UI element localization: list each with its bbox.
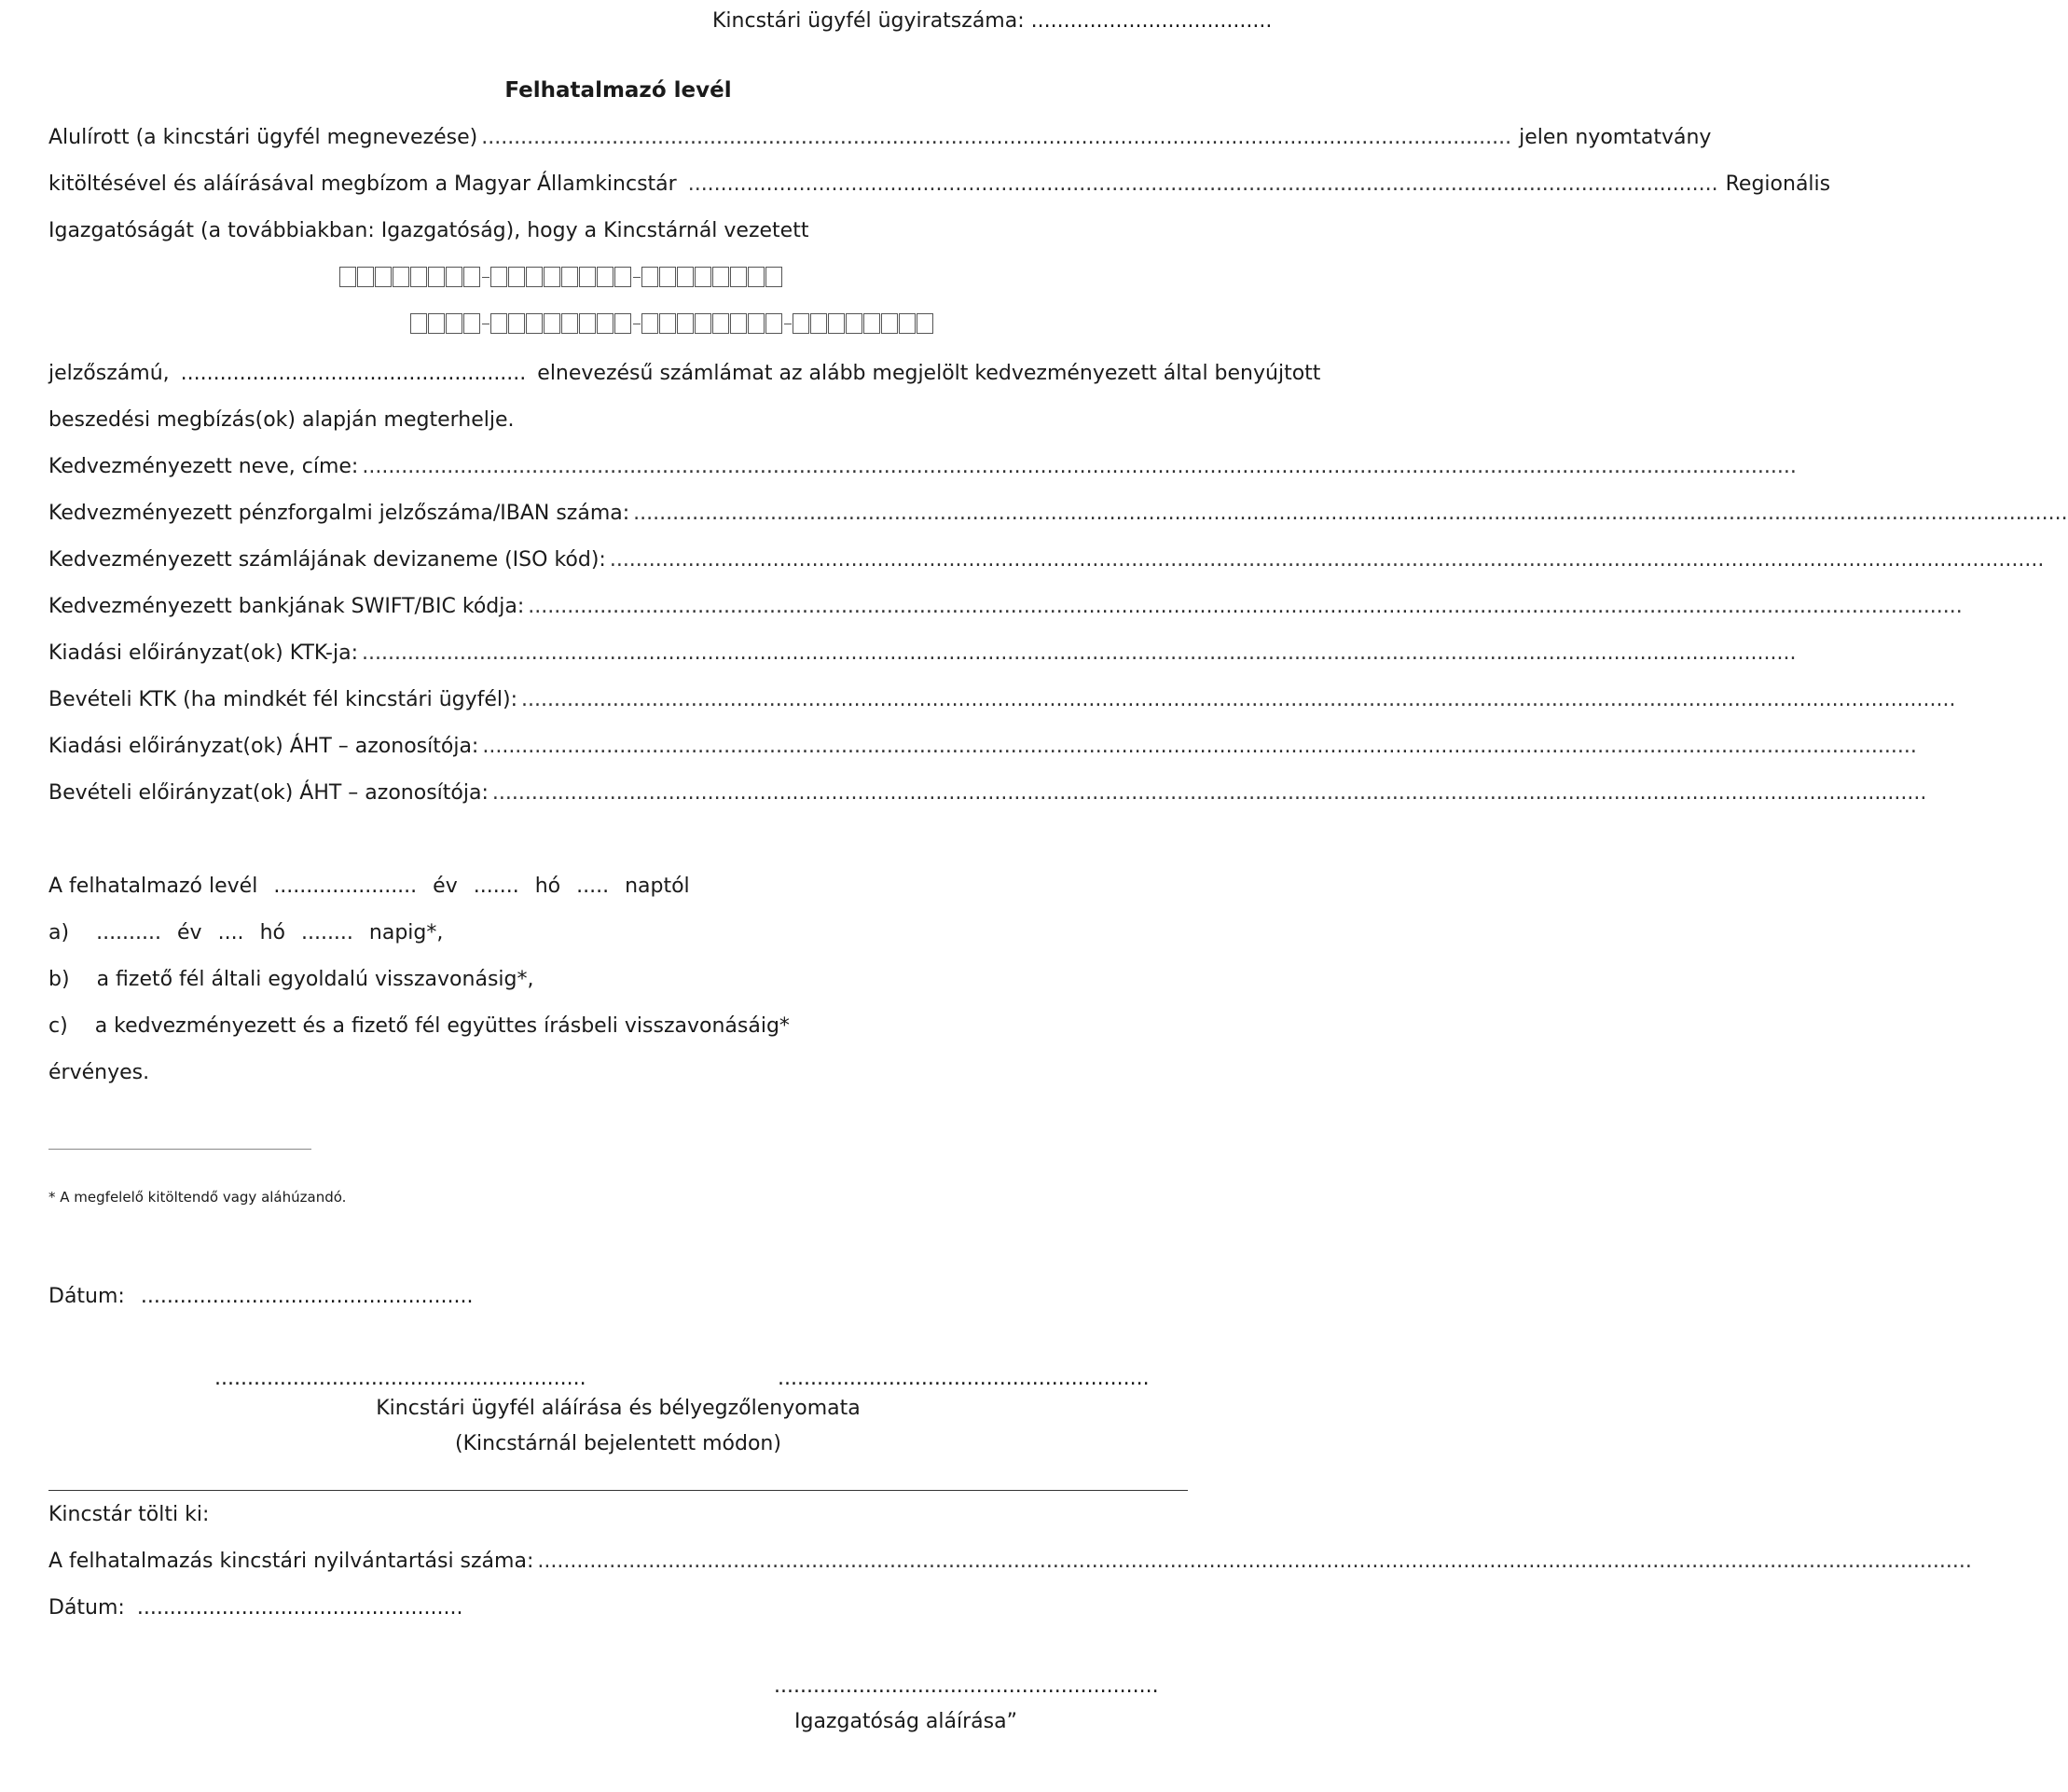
account-digit-box[interactable] bbox=[846, 313, 862, 334]
field-label: Kiadási előirányzat(ok) ÁHT – azonosítója: bbox=[48, 735, 479, 758]
account-digit-box[interactable] bbox=[463, 267, 480, 287]
account-digit-box[interactable] bbox=[579, 267, 596, 287]
account-digit-box[interactable] bbox=[917, 313, 933, 334]
field-label: Bevételi előirányzat(ok) ÁHT – azonosítója: bbox=[48, 781, 489, 805]
account-digit-box[interactable] bbox=[561, 313, 578, 334]
intro-line-2-end: Regionális bbox=[1725, 172, 1831, 196]
account-number-boxes-row-2[interactable] bbox=[410, 311, 934, 334]
option-a-year-label: év bbox=[177, 921, 202, 944]
directorate-signature-dots[interactable]: ........................................................... bbox=[774, 1675, 1159, 1698]
validity-lead-text: A felhatalmazó levél bbox=[48, 875, 258, 898]
option-a-day-dots[interactable]: ........ bbox=[300, 921, 353, 944]
treasury-heading: Kincstár tölti ki: bbox=[48, 1503, 210, 1526]
option-b-label: b) bbox=[48, 968, 70, 991]
account-digit-box[interactable] bbox=[410, 267, 427, 287]
option-a-until-label: napig*, bbox=[368, 921, 444, 944]
account-digit-box[interactable] bbox=[659, 267, 676, 287]
option-b-text: a fizető fél általi egyoldalú visszavonásig*, bbox=[96, 968, 534, 991]
option-c-label: c) bbox=[48, 1014, 68, 1038]
field-revenue-aht bbox=[48, 781, 1927, 805]
option-a-year-dots[interactable]: .......... bbox=[96, 921, 162, 944]
option-c-text: a kedvezményezett és a fizető fél együttes írásbeli visszavonásáig* bbox=[94, 1014, 790, 1038]
option-a-month-label: hó bbox=[259, 921, 285, 944]
intro-line-2 bbox=[48, 172, 1831, 196]
option-a-label: a) bbox=[48, 921, 70, 944]
intro-line-1 bbox=[48, 126, 1712, 149]
account-digit-box[interactable] bbox=[526, 313, 543, 334]
field-dots[interactable]: ............................................................................................................................................................................................................................ bbox=[633, 502, 2068, 525]
signature-caption-2: (Kincstárnál bejelentett módon) bbox=[455, 1432, 781, 1455]
account-digit-box[interactable] bbox=[526, 267, 543, 287]
treasury-date-label: Dátum: bbox=[48, 1596, 125, 1620]
field-label: Kiadási előirányzat(ok) KTK-ja: bbox=[48, 641, 358, 665]
field-dots[interactable]: ............................................................................................................................................................................................................................ bbox=[491, 781, 1927, 805]
account-digit-box[interactable] bbox=[614, 313, 631, 334]
intro-line-2-start: kitöltésével és aláírásával megbízom a Magyar Államkincstár bbox=[48, 172, 677, 196]
validity-month-label: hó bbox=[534, 875, 561, 898]
directorate-signature-caption: Igazgatóság aláírása” bbox=[794, 1710, 1017, 1733]
field-dots[interactable]: ............................................................................................................................................................................................................................ bbox=[362, 455, 1797, 478]
account-digit-box[interactable] bbox=[677, 313, 694, 334]
validity-option-c bbox=[48, 1014, 790, 1038]
field-beneficiary-iban bbox=[48, 502, 2068, 525]
signature-dots-left[interactable]: ......................................................... bbox=[214, 1367, 586, 1390]
account-digit-box[interactable] bbox=[544, 313, 560, 334]
field-label: Bevételi KTK (ha mindkét fél kincstári ügyfél): bbox=[48, 688, 518, 711]
intro-line-5: beszedési megbízás(ok) alapján megterhelje. bbox=[48, 408, 515, 432]
account-digit-box[interactable] bbox=[810, 313, 827, 334]
validity-month-dots[interactable]: ....... bbox=[473, 875, 519, 898]
validity-year-label: év bbox=[433, 875, 458, 898]
field-expense-ktk bbox=[48, 641, 1797, 665]
account-digit-box[interactable] bbox=[339, 267, 356, 287]
directorate-dots: .............................................................................................................................................................. bbox=[687, 172, 1718, 196]
validity-option-b bbox=[48, 968, 533, 991]
treasury-date-dots[interactable]: .................................................. bbox=[136, 1596, 463, 1620]
signature-dots-right[interactable]: ......................................................... bbox=[778, 1367, 1150, 1390]
account-digit-box[interactable] bbox=[357, 267, 374, 287]
account-digit-box[interactable] bbox=[712, 313, 729, 334]
account-digit-box[interactable] bbox=[748, 313, 765, 334]
account-digit-box[interactable] bbox=[446, 267, 462, 287]
field-beneficiary-swift bbox=[48, 595, 1963, 618]
field-label: Kedvezményezett bankjának SWIFT/BIC kódja: bbox=[48, 595, 525, 618]
field-dots[interactable]: ............................................................................................................................................................................................................................ bbox=[609, 548, 2045, 572]
account-digit-box[interactable] bbox=[508, 313, 525, 334]
account-digit-box[interactable] bbox=[730, 267, 747, 287]
account-digit-box[interactable] bbox=[490, 267, 507, 287]
option-a-month-dots[interactable]: .... bbox=[217, 921, 244, 944]
field-dots[interactable]: ............................................................................................................................................................................................................................ bbox=[528, 595, 1963, 618]
field-revenue-ktk bbox=[48, 688, 1956, 711]
account-digit-box[interactable] bbox=[463, 313, 480, 334]
account-group-separator bbox=[482, 277, 489, 278]
account-digit-box[interactable] bbox=[410, 313, 427, 334]
intro-line-3: Igazgatóságát (a továbbiakban: Igazgatóság), hogy a Kincstárnál vezetett bbox=[48, 219, 809, 242]
account-digit-box[interactable] bbox=[579, 313, 596, 334]
account-digit-box[interactable] bbox=[393, 267, 409, 287]
intro-line-1-start: Alulírott (a kincstári ügyfél megnevezése) bbox=[48, 126, 478, 149]
validity-day-dots[interactable]: ..... bbox=[576, 875, 610, 898]
account-digit-box[interactable] bbox=[748, 267, 765, 287]
validity-option-a bbox=[48, 921, 443, 944]
intro-line-4-start: jelzőszámú, bbox=[48, 362, 170, 385]
account-digit-box[interactable] bbox=[614, 267, 631, 287]
account-digit-box[interactable] bbox=[428, 267, 445, 287]
field-dots[interactable]: ............................................................................................................................................................................................................................ bbox=[361, 641, 1797, 665]
account-digit-box[interactable] bbox=[677, 267, 694, 287]
validity-from-label: naptól bbox=[625, 875, 690, 898]
footnote: * A megfelelő kitöltendő vagy aláhúzandó. bbox=[48, 1189, 347, 1206]
field-expense-aht bbox=[48, 735, 1917, 758]
account-digit-box[interactable] bbox=[490, 313, 507, 334]
account-digit-box[interactable] bbox=[641, 267, 658, 287]
account-digit-box[interactable] bbox=[544, 267, 560, 287]
account-digit-box[interactable] bbox=[561, 267, 578, 287]
account-digit-box[interactable] bbox=[597, 313, 614, 334]
intro-line-4-end: elnevezésű számlámat az alább megjelölt kedvezményezett által benyújtott bbox=[537, 362, 1321, 385]
account-digit-box[interactable] bbox=[446, 313, 462, 334]
field-label: Kedvezményezett számlájának devizaneme (ISO kód): bbox=[48, 548, 606, 572]
field-beneficiary-currency bbox=[48, 548, 2045, 572]
validity-lead bbox=[48, 875, 690, 898]
account-digit-box[interactable] bbox=[730, 313, 747, 334]
account-digit-box[interactable] bbox=[863, 313, 880, 334]
account-digit-box[interactable] bbox=[508, 267, 525, 287]
treasury-registration-label: A felhatalmazás kincstári nyilvántartási száma: bbox=[48, 1550, 534, 1573]
account-digit-box[interactable] bbox=[793, 313, 809, 334]
account-group-separator bbox=[633, 277, 641, 278]
account-digit-box[interactable] bbox=[428, 313, 445, 334]
client-name-dots: .............................................................................................................................................................. bbox=[481, 126, 1512, 149]
account-digit-box[interactable] bbox=[881, 313, 898, 334]
account-digit-box[interactable] bbox=[899, 313, 916, 334]
field-dots[interactable]: ............................................................................................................................................................................................................................ bbox=[521, 688, 1956, 711]
field-label: Kedvezményezett neve, címe: bbox=[48, 455, 359, 478]
field-beneficiary-name bbox=[48, 455, 1797, 478]
treasury-date-line bbox=[48, 1596, 463, 1620]
validity-closing: érvényes. bbox=[48, 1061, 150, 1084]
account-digit-box[interactable] bbox=[641, 313, 658, 334]
treasury-registration-line bbox=[48, 1550, 1972, 1573]
intro-line-4 bbox=[48, 362, 1321, 385]
account-digit-box[interactable] bbox=[695, 313, 711, 334]
account-digit-box[interactable] bbox=[712, 267, 729, 287]
date-dots[interactable]: ................................................... bbox=[140, 1285, 474, 1308]
account-digit-box[interactable] bbox=[659, 313, 676, 334]
account-name-dots: ..................................................... bbox=[180, 362, 527, 385]
reference-number-line bbox=[712, 9, 1272, 33]
date-label: Dátum: bbox=[48, 1285, 125, 1308]
date-line bbox=[48, 1285, 474, 1308]
document-title: Felhatalmazó levél bbox=[504, 78, 732, 103]
account-number-boxes-row-1[interactable] bbox=[339, 265, 783, 287]
account-digit-box[interactable] bbox=[828, 313, 845, 334]
footnote-separator bbox=[48, 1149, 311, 1150]
intro-line-1-end: jelen nyomtatvány bbox=[1519, 126, 1712, 149]
account-digit-box[interactable] bbox=[695, 267, 711, 287]
account-digit-box[interactable] bbox=[375, 267, 392, 287]
reference-number-dots: ..................................... bbox=[1030, 9, 1273, 33]
treasury-registration-dots[interactable]: ............................................................................................................................................................................................................................ bbox=[537, 1550, 1972, 1573]
signature-caption-1: Kincstári ügyfél aláírása és bélyegzőlenyomata bbox=[376, 1397, 861, 1420]
field-label: Kedvezményezett pénzforgalmi jelzőszáma/IBAN száma: bbox=[48, 502, 630, 525]
treasury-section-divider bbox=[48, 1490, 1188, 1491]
account-digit-box[interactable] bbox=[765, 313, 782, 334]
account-digit-box[interactable] bbox=[597, 267, 614, 287]
validity-year-dots[interactable]: ...................... bbox=[273, 875, 418, 898]
reference-number-label: Kincstári ügyfél ügyiratszáma: bbox=[712, 9, 1025, 33]
account-digit-box[interactable] bbox=[765, 267, 782, 287]
field-dots[interactable]: ............................................................................................................................................................................................................................ bbox=[482, 735, 1917, 758]
